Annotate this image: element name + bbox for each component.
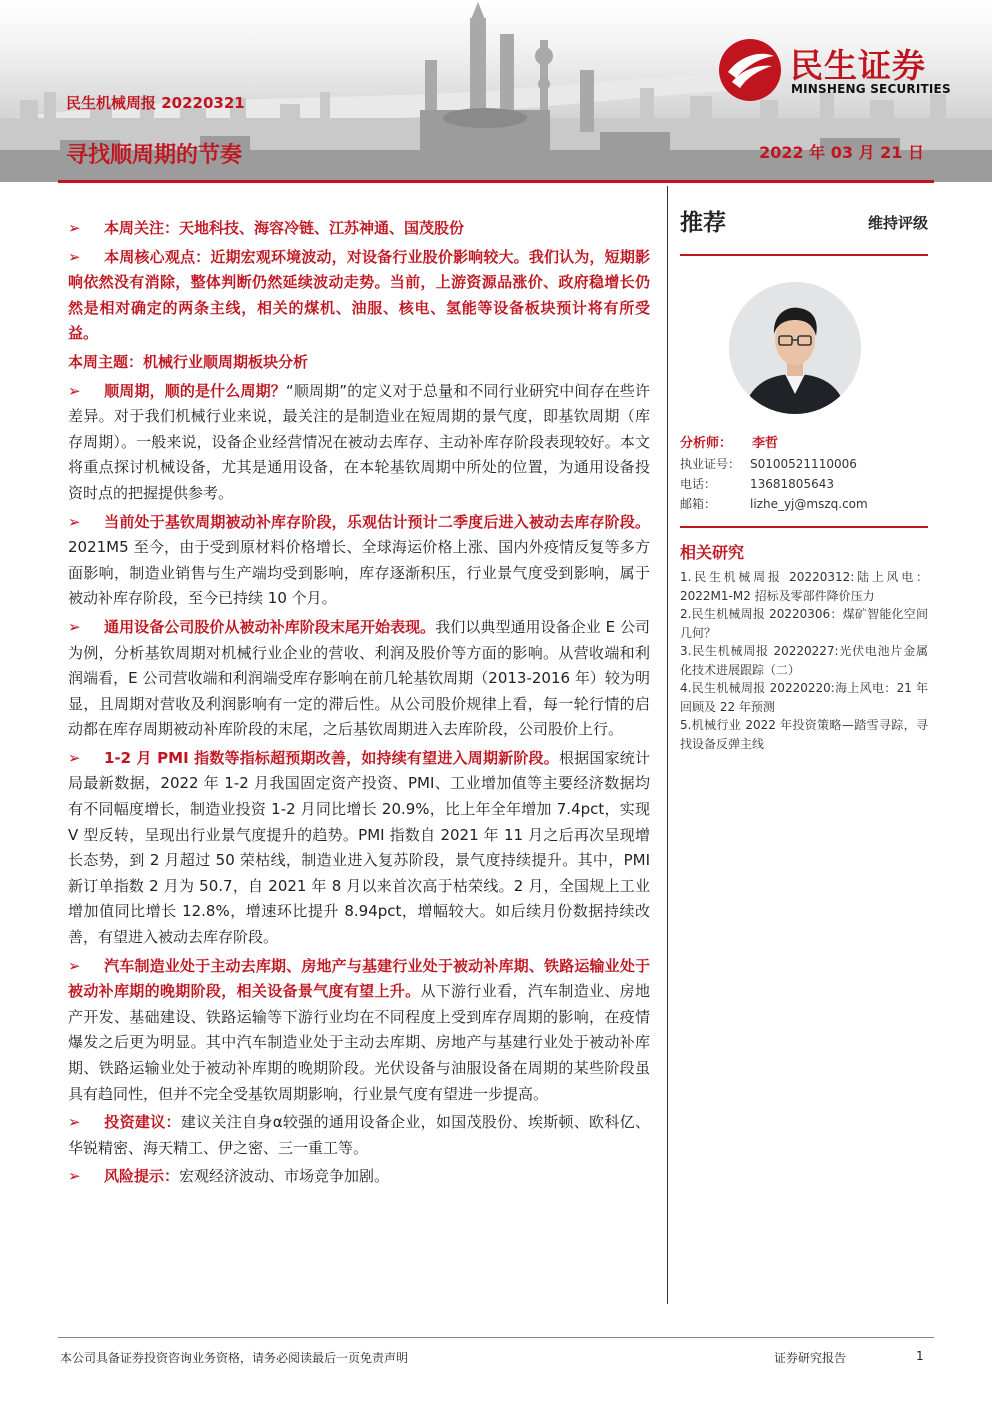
- para-lead: 汽车制造业处于主动去库期、房地产与基建行业处于被动补库期、铁路运输业处于被动补库期的晚期阶段，相关设备景气度有望上升。: [68, 956, 650, 1001]
- bullet-icon: ➢: [68, 1167, 81, 1186]
- para-investment-advice: [68, 1110, 650, 1161]
- analyst-license-label: 执业证号：: [680, 457, 741, 471]
- analyst-email-link[interactable]: lizhe_yj@mszq.com: [750, 497, 868, 511]
- analyst-phone-label: 电话：: [680, 477, 717, 491]
- minsheng-logo-icon: [718, 38, 782, 102]
- para-stock-price: [68, 615, 650, 743]
- weekly-theme: 本周主题：机械行业顺周期板块分析: [68, 352, 309, 371]
- bullet-icon: ➢: [68, 617, 81, 636]
- header-divider: [58, 180, 934, 183]
- related-research-list: [680, 568, 928, 753]
- bullet-icon: ➢: [68, 748, 81, 767]
- related-research-title: 相关研究: [680, 543, 745, 562]
- para-lead: 本周核心观点：近期宏观环境波动，对设备行业股价影响较大。我们认为，短期影响依然没有消除，整体判断仍然延续波动走势。当前，上游资源品涨价、政府稳增长仍然是相对确定的两条主线，相关的煤机、油服、核电、氢能等设备板块预计将有所受益。: [68, 247, 650, 343]
- para-pmi: [68, 746, 650, 951]
- analyst-email-row: [680, 494, 928, 514]
- bullet-icon: ➢: [68, 247, 81, 266]
- bullet-icon: ➢: [68, 219, 81, 237]
- header-banner: [0, 0, 992, 182]
- bullet-icon: ➢: [68, 381, 81, 400]
- report-date: 2022 年 03 月 21 日: [759, 143, 924, 162]
- analyst-phone: 13681805643: [750, 477, 834, 491]
- para-text: 建议关注自身α较强的通用设备企业，如国茂股份、埃斯顿、欧科亿、华锐精密、海天精工、伊之密、三一重工等。: [68, 1113, 650, 1157]
- analyst-name-label: 分析师：: [680, 436, 733, 451]
- para-risk: [68, 1164, 650, 1190]
- para-text: 我们以典型通用设备企业 E 公司为例，分析基钦周期对机械行业企业的营收、利润及股价等方面的影响。从营收端和利润端看，E 公司营收端和利润端受库存影响在前几轮基钦周期（2013-2016 年）较为明显，且周期对营收及利润影响有一定的滞后性。从公司股价规律上看，每一轮行情的启动都在库存周期被动补库阶段的末尾，之后基钦周期进入去库阶段，公司股价上行。: [68, 617, 650, 739]
- para-stage: [68, 510, 650, 612]
- rating-note: 维持评级: [867, 214, 928, 232]
- footer-disclaimer: 本公司具备证券投资咨询业务资格，请务必阅读最后一页免责声明: [60, 1351, 409, 1365]
- para-lead: 当前处于基钦周期被动补库存阶段，乐观估计预计二季度后进入被动去库存阶段。: [104, 512, 650, 531]
- para-lead: 通用设备公司股价从被动补库阶段末尾开始表现。: [104, 617, 436, 636]
- main-content: [68, 216, 650, 1193]
- rating-divider: [680, 254, 928, 256]
- para-text: 根据国家统计局最新数据，2022 年 1-2 月我国固定资产投资、PMI、工业增加值等主要经济数据均有不同幅度增长，制造业投资 1-2 月同比增长 20.9%，比上年全年增加 7.4pct，实现 V 型反转，呈现出行业景气度提升的趋势。PMI 指数自 2021 年 11 月之后再次呈现增长态势，到 2 月超过 50 荣枯线，制造业进入复苏阶段，景气度持续提升。其中，PMI 新订单指数 2 月为 50.7，自 2021 年 8 月以来首次高于枯荣线。2 月，全国规上工业增加值同比增长 12.8%，增速环比提升 8.94pct，增幅较大。如后续月份数据持续改善，有望进入被动去库存阶段。: [68, 748, 650, 947]
- footer-report-type: 证券研究报告: [774, 1351, 847, 1365]
- report-title: 寻找顺周期的节奏: [66, 143, 243, 168]
- brand-logo-block: [718, 36, 968, 102]
- rating-value: 推荐: [680, 210, 726, 236]
- para-downstream: [68, 954, 650, 1108]
- brand-name-en: MINSHENG SECURITIES: [791, 82, 951, 96]
- report-series: 民生机械周报 20220321: [66, 94, 245, 112]
- related-item[interactable]: 3.民生机械周报 20220227:光伏电池片金属化技术进展跟踪（二）: [680, 644, 928, 677]
- para-cycle: [68, 379, 650, 507]
- rating-block: [680, 204, 928, 240]
- para-lead: 顺周期，顺的是什么周期？: [104, 381, 286, 400]
- para-lead: 投资建议：: [104, 1113, 181, 1132]
- para-text: 从下游行业看，汽车制造业、房地产开发、基础建设、铁路运输等下游行业均在不同程度上受到库存周期的影响，在疫情爆发之后更为明显。其中汽车制造业处于主动去库期、房地产与基建行业处于被动补库期、铁路运输业处于被动补库期的晚期阶段。光伏设备与油服设备在周期的某些阶段虽具有趋同性，但并不完全受基钦周期影响，行业景气度有望进一步提高。: [68, 982, 650, 1103]
- footer-divider: [58, 1337, 934, 1338]
- column-divider: [667, 186, 668, 1304]
- related-item[interactable]: 5.机械行业 2022 年投资策略—踏雪寻踪，寻找设备反弹主线: [680, 718, 928, 751]
- para-text: 宏观经济波动、市场竞争加剧。: [179, 1167, 390, 1186]
- analyst-divider: [680, 526, 928, 528]
- related-item[interactable]: 2.民生机械周报 20220306：煤矿智能化空间几何？: [680, 607, 928, 640]
- para-lead: 本周关注：天地科技、海容冷链、江苏神通、国茂股份: [104, 219, 465, 237]
- related-item[interactable]: 4.民生机械周报 20220220:海上风电：21 年回顾及 22 年预测: [680, 681, 928, 714]
- analyst-license: S0100521110006: [750, 457, 857, 471]
- analyst-license-row: [680, 454, 928, 474]
- analyst-info: [680, 434, 928, 514]
- analyst-email-label: 邮箱：: [680, 497, 717, 511]
- para-lead: 风险提示：: [104, 1167, 180, 1186]
- para-lead: 1-2 月 PMI 指数等指标超预期改善，如持续有望进入周期新阶段。: [104, 748, 559, 767]
- analyst-photo-icon: [729, 282, 861, 414]
- analyst-phone-row: [680, 474, 928, 494]
- para-text: 2021M5 至今，由于受到原材料价格增长、全球海运价格上涨、国内外疫情反复等多方面影响，制造业销售与生产端均受到影响，库存逐渐积压，行业景气度受到影响，属于被动补库存阶段，至今已持续 10 个月。: [68, 538, 650, 608]
- para-focus: [68, 216, 650, 242]
- para-core-view: [68, 245, 650, 347]
- para-text: “顺周期”的定义对于总量和不同行业研究中间存在些许差异。对于我们机械行业来说，最关注的是制造业在短周期的景气度，即基钦周期（库存周期）。一般来说，设备企业经营情况在被动去库存、主动补库存阶段表现较好。本文将重点探讨机械设备，尤其是通用设备，在本轮基钦周期中所处的位置，为通用设备投资时点的把握提供参考。: [68, 381, 650, 502]
- bullet-icon: ➢: [68, 956, 81, 975]
- page-number: 1: [916, 1349, 924, 1363]
- bullet-icon: ➢: [68, 1113, 81, 1132]
- related-item[interactable]: 1.民生机械周报 20220312:陆上风电：2022M1-M2 招标及零部件降价压力: [680, 570, 928, 603]
- analyst-avatar: [729, 282, 861, 414]
- brand-name-cn: 民生证券: [790, 46, 926, 85]
- analyst-name: 李哲: [752, 436, 779, 451]
- analyst-name-row: [680, 434, 928, 454]
- bullet-icon: ➢: [68, 512, 81, 531]
